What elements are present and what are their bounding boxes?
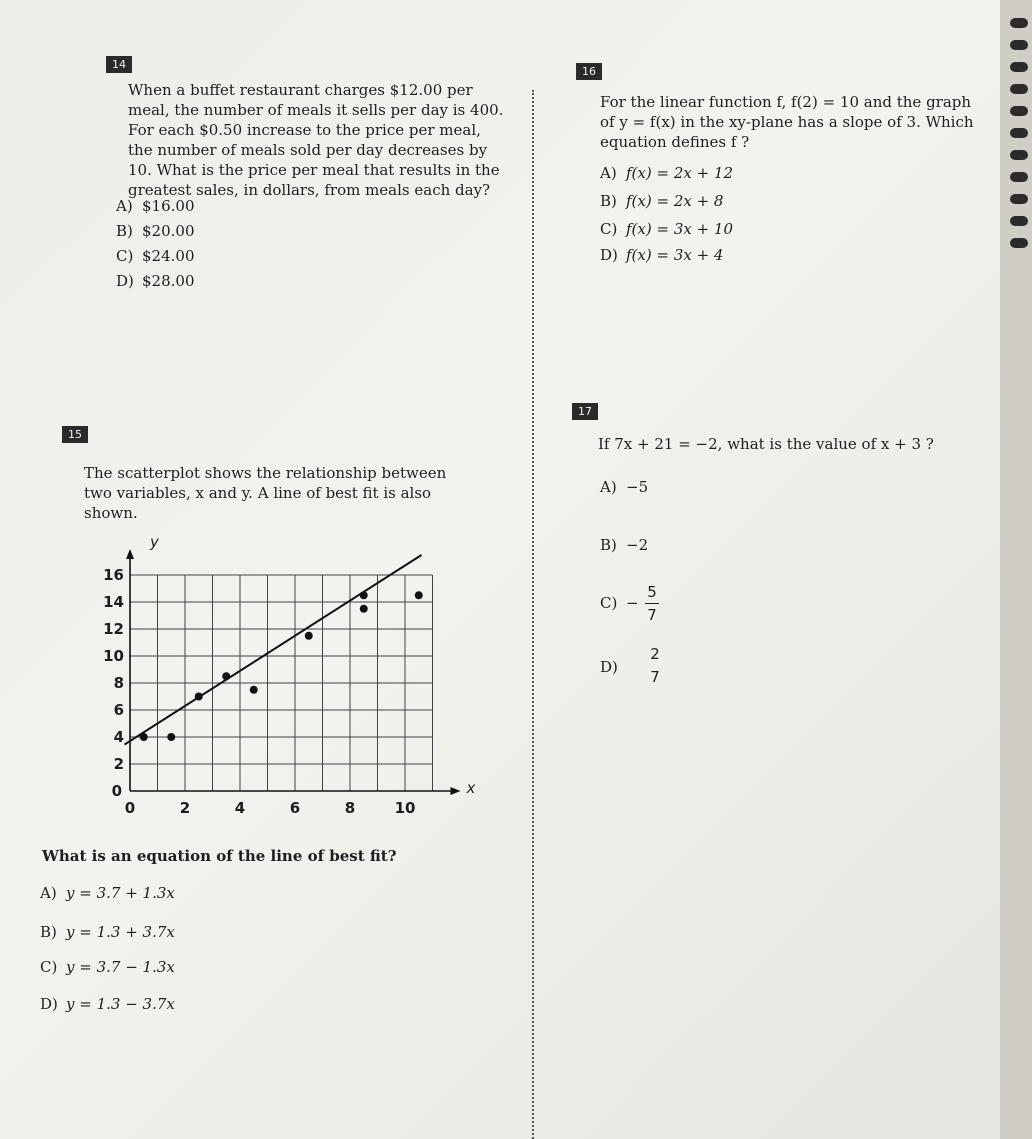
choice-letter: D)	[600, 658, 618, 676]
data-point	[360, 591, 368, 599]
choice-letter: B)	[116, 222, 133, 240]
choice-text: f(x) = 2x + 12	[626, 164, 734, 182]
x-axis-label: x	[466, 779, 476, 797]
data-point	[167, 733, 175, 741]
data-point	[360, 605, 368, 613]
question-14-choice-c[interactable]	[116, 246, 195, 266]
choice-letter: A)	[600, 164, 617, 182]
choice-letter: B)	[600, 536, 617, 554]
question-17-choice-c[interactable]	[600, 593, 639, 613]
choice-letter: D)	[600, 246, 618, 264]
question-16-choice-a[interactable]	[600, 163, 733, 183]
choice-letter: D)	[40, 995, 58, 1013]
x-tick-label: 2	[179, 799, 191, 817]
choice-text: $20.00	[142, 222, 195, 240]
fraction-numerator: 2	[650, 645, 660, 663]
x-tick-label: 6	[289, 799, 301, 817]
y-tick-label: 8	[113, 674, 124, 692]
choice-letter: A)	[40, 884, 57, 902]
choice-text: y = 1.3 + 3.7x	[66, 923, 175, 941]
choice-text: −2	[626, 536, 649, 554]
y-tick-label: 6	[113, 701, 124, 719]
binding-hole	[1010, 18, 1028, 28]
fraction-denominator: 7	[647, 606, 657, 624]
binding-hole	[1010, 84, 1028, 94]
choice-text: −5	[626, 478, 649, 496]
choice-letter: C)	[600, 220, 618, 238]
y-tick-label: 4	[113, 728, 124, 746]
question-17-choice-c-fraction	[645, 583, 659, 624]
question-15-choice-a[interactable]	[40, 883, 175, 903]
question-17-text: If 7x + 21 = −2, what is the value of x + 3 ?	[598, 435, 934, 453]
choice-letter: C)	[600, 594, 618, 612]
question-14-choice-a[interactable]	[116, 196, 195, 216]
question-14-text: When a buffet restaurant charges $12.00 per meal, the number of meals it sells per day is 400. For each $0.50 increase to the price per meal, the number of meals sold per day decreases by 10. What is the price per meal that results in the greatest sales, in dollars, from meals each day?	[128, 81, 504, 199]
binding-hole	[1010, 40, 1028, 50]
binding-hole	[1010, 172, 1028, 182]
x-tick-label: 0	[124, 799, 136, 817]
question-16-choice-d[interactable]	[600, 245, 723, 265]
x-axis-arrow	[451, 787, 461, 795]
fraction-denominator: 7	[650, 668, 660, 686]
question-17-choice-a[interactable]	[600, 477, 648, 497]
choice-letter: B)	[600, 192, 617, 210]
data-point	[250, 686, 258, 694]
y-axis-label: y	[150, 533, 159, 551]
choice-letter: D)	[116, 272, 134, 290]
choice-letter: B)	[40, 923, 57, 941]
question-15-choice-b[interactable]	[40, 922, 175, 942]
scatterplot	[100, 533, 476, 835]
question-15-choice-d[interactable]	[40, 994, 175, 1014]
data-point	[195, 693, 203, 701]
choice-letter: A)	[600, 478, 617, 496]
question-14-number: 14	[106, 56, 132, 73]
choice-letter: C)	[40, 958, 58, 976]
binding-hole	[1010, 62, 1028, 72]
choice-text: y = 3.7 − 1.3x	[66, 958, 175, 976]
fraction-bar	[648, 665, 662, 666]
question-15-choice-c[interactable]	[40, 957, 175, 977]
binding-hole	[1010, 150, 1028, 160]
data-point	[305, 632, 313, 640]
choice-text: f(x) = 2x + 8	[626, 192, 724, 210]
choice-letter: C)	[116, 247, 134, 265]
fraction-numerator: 5	[647, 583, 657, 601]
spiral-binding	[1000, 0, 1032, 1139]
question-16-choice-b[interactable]	[600, 191, 723, 211]
data-point	[140, 733, 148, 741]
y-axis-arrow	[126, 549, 134, 559]
question-17-choice-d[interactable]	[600, 657, 626, 677]
question-15-prompt: What is an equation of the line of best fit?	[42, 847, 397, 865]
question-15-number: 15	[62, 426, 88, 443]
choice-sign: −	[626, 594, 639, 612]
question-14-choice-d[interactable]	[116, 271, 195, 291]
binding-hole	[1010, 106, 1028, 116]
x-tick-label: 10	[394, 799, 416, 817]
binding-hole	[1010, 194, 1028, 204]
question-17-number: 17	[572, 403, 598, 420]
y-tick-label: 2	[113, 755, 124, 773]
y-tick-label: 10	[103, 647, 124, 665]
column-divider	[532, 90, 534, 1139]
binding-hole	[1010, 216, 1028, 226]
question-15-text: The scatterplot shows the relationship between two variables, x and y. A line of best fit is also shown.	[84, 464, 447, 522]
x-tick-label: 4	[234, 799, 246, 817]
question-16-choice-c[interactable]	[600, 219, 733, 239]
choice-text: y = 1.3 − 3.7x	[66, 995, 175, 1013]
binding-hole	[1010, 128, 1028, 138]
data-point	[415, 591, 423, 599]
fraction-bar	[645, 603, 659, 604]
choice-letter: A)	[116, 197, 133, 215]
y-tick-label: 12	[103, 620, 124, 638]
question-16-text: For the linear function f, f(2) = 10 and the graph of y = f(x) in the xy-plane has a slope of 3. Which equation defines f ?	[600, 93, 974, 151]
choice-text: $28.00	[142, 272, 195, 290]
choice-text: y = 3.7 + 1.3x	[66, 884, 175, 902]
question-17-choice-d-fraction	[648, 645, 662, 686]
choice-text: $16.00	[142, 197, 195, 215]
y-tick-label: 16	[103, 566, 124, 584]
choice-text: $24.00	[142, 247, 195, 265]
data-point	[222, 672, 230, 680]
question-16-number: 16	[576, 63, 602, 80]
question-14-choice-b[interactable]	[116, 221, 195, 241]
choice-text: f(x) = 3x + 10	[626, 220, 734, 238]
y-tick-label: 14	[103, 593, 124, 611]
line-of-best-fit	[125, 555, 422, 745]
x-tick-label: 8	[344, 799, 356, 817]
choice-text: f(x) = 3x + 4	[626, 246, 724, 264]
y-tick-label: 0	[111, 782, 122, 800]
binding-hole	[1010, 238, 1028, 248]
question-17-choice-b[interactable]	[600, 535, 648, 555]
